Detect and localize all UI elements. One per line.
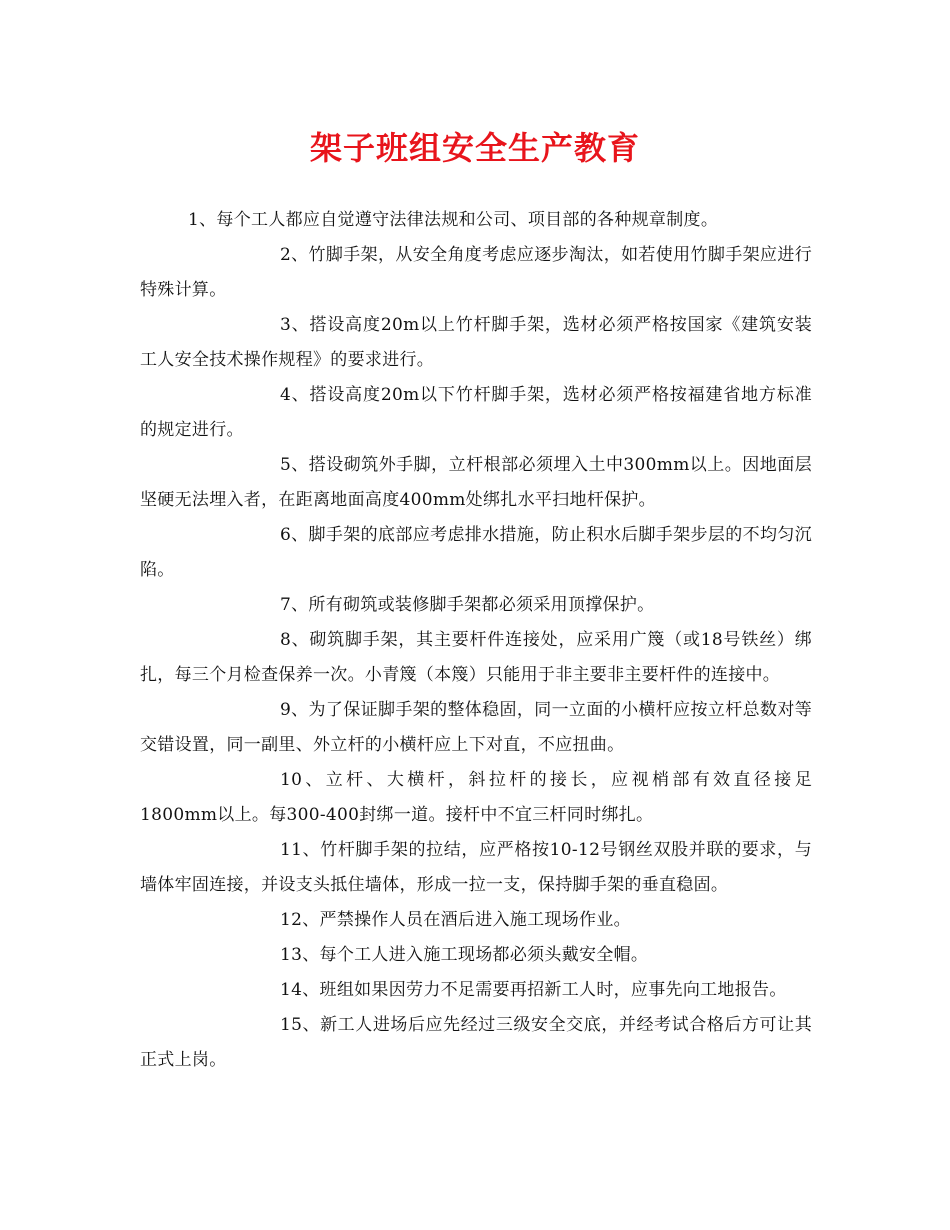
paragraph-11: 11、竹杆脚手架的拉结，应严格按10-12号钢丝双股并联的要求，与墙体牢固连接，并设支头抵住墙体，形成一拉一支，保持脚手架的垂直稳固。 [140, 840, 812, 895]
paragraph-6: 6、脚手架的底部应考虑排水措施，防止积水后脚手架步层的不均匀沉陷。 [140, 525, 812, 580]
paragraph-1: 1、每个工人都应自觉遵守法律法规和公司、项目部的各种规章制度。 [188, 210, 719, 230]
paragraph-14: 14、班组如果因劳力不足需要再招新工人时，应事先向工地报告。 [280, 980, 787, 1000]
paragraph-3: 3、搭设高度20m以上竹杆脚手架，选材必须严格按国家《建筑安装工人安全技术操作规程》的要求进行。 [140, 315, 812, 370]
page-title: 架子班组安全生产教育 [309, 129, 640, 167]
paragraph-12: 12、严禁操作人员在酒后进入施工现场作业。 [280, 910, 631, 930]
paragraph-4: 4、搭设高度20m以下竹杆脚手架，选材必须严格按福建省地方标准的规定进行。 [140, 385, 812, 440]
paragraph-13: 13、每个工人进入施工现场都必须头戴安全帽。 [280, 945, 649, 965]
paragraph-10: 10、立杆、大横杆，斜拉杆的接长，应视梢部有效直径接足1800mm以上。每300-400封绑一道。接杆中不宜三杆同时绑扎。 [140, 770, 812, 825]
paragraph-5: 5、搭设砌筑外手脚，立杆根部必须埋入土中300mm以上。因地面层坚硬无法埋入者，在距离地面高度400mm处绑扎水平扫地杆保护。 [140, 455, 812, 510]
document-body [140, 203, 812, 1078]
paragraph-7: 7、所有砌筑或装修脚手架都必须采用顶撑保护。 [280, 595, 655, 615]
paragraph-9: 9、为了保证脚手架的整体稳固，同一立面的小横杆应按立杆总数对等交错设置，同一副里、外立杆的小横杆应上下对直，不应扭曲。 [140, 700, 812, 755]
paragraph-15: 15、新工人进场后应先经过三级安全交底，并经考试合格后方可让其正式上岗。 [140, 1015, 812, 1070]
paragraph-8: 8、砌筑脚手架，其主要杆件连接处，应采用广篾（或18号铁丝）绑扎，每三个月检查保养一次。小青篾（本篾）只能用于非主要非主要杆件的连接中。 [140, 630, 812, 685]
paragraph-2: 2、竹脚手架，从安全角度考虑应逐步淘汰，如若使用竹脚手架应进行特殊计算。 [140, 245, 812, 300]
